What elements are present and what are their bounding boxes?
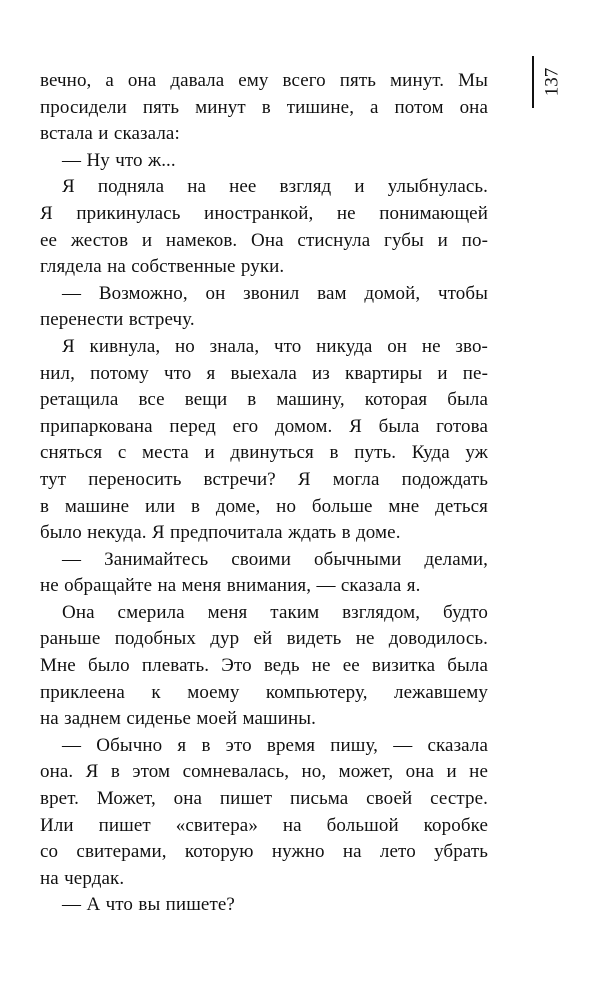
text-line: со свитерами, которую нужно на лето убрать (40, 841, 488, 863)
text-line: встала и сказала: (40, 123, 180, 145)
text-line: не обращайте на меня внимания, — сказала я. (40, 575, 421, 597)
text-line: припаркована перед его домом. Я была готова (40, 415, 488, 437)
text-line: нил, потому что я выехала из квартиры и пе- (40, 362, 488, 384)
text-line: сняться с места и двинуться в путь. Куда уж (40, 442, 488, 464)
text-line: Или пишет «свитера» на большой коробке (40, 814, 488, 836)
text-line: Она смерила меня таким взглядом, будто (62, 601, 488, 623)
body-text (40, 68, 488, 919)
text-line: Мне было плевать. Это ведь не ее визитка была (40, 655, 488, 677)
text-line: врет. Может, она пишет письма своей сестре. (40, 788, 488, 810)
text-line: — Занимайтесь своими обычными делами, (62, 548, 488, 570)
text-line: ее жестов и намеков. Она стиснула губы и по- (40, 229, 488, 251)
text-line: она. Я в этом сомневалась, но, может, она и не (40, 761, 488, 783)
text-line: Я подняла на нее взгляд и улыбнулась. (62, 176, 488, 198)
text-line: на чердак. (40, 867, 125, 889)
text-line: на заднем сиденье моей машины. (40, 708, 316, 730)
text-line: было некуда. Я предпочитала ждать в доме. (40, 522, 401, 544)
text-line: приклеена к моему компьютеру, лежавшему (40, 681, 488, 703)
text-line: — Возможно, он звонил вам домой, чтобы (62, 282, 488, 304)
text-line: тут переносить встречи? Я могла подождать (40, 468, 488, 490)
text-line: Я кивнула, но знала, что никуда он не зво- (62, 335, 488, 357)
text-line: вечно, а она давала ему всего пять минут. Мы (40, 70, 488, 91)
text-line: в машине или в доме, но больше мне деться (40, 495, 488, 517)
text-line: раньше подобных дур ей видеть не доводилось. (40, 628, 488, 650)
text-line: — Обычно я в это время пишу, — сказала (62, 734, 488, 756)
text-line: — Ну что ж... (62, 149, 176, 171)
text-line: ретащила все вещи в машину, которая была (40, 389, 488, 411)
text-line: просидели пять минут в тишине, а потом она (40, 96, 488, 118)
page-number: 137 (541, 67, 563, 97)
text-line: перенести встречу. (40, 309, 195, 331)
text-line: глядела на собственные руки. (40, 256, 285, 278)
text-line: — А что вы пишете? (62, 894, 235, 916)
page-number-rule (532, 56, 534, 108)
text-line: Я прикинулась иностранкой, не понимающей (40, 202, 488, 224)
